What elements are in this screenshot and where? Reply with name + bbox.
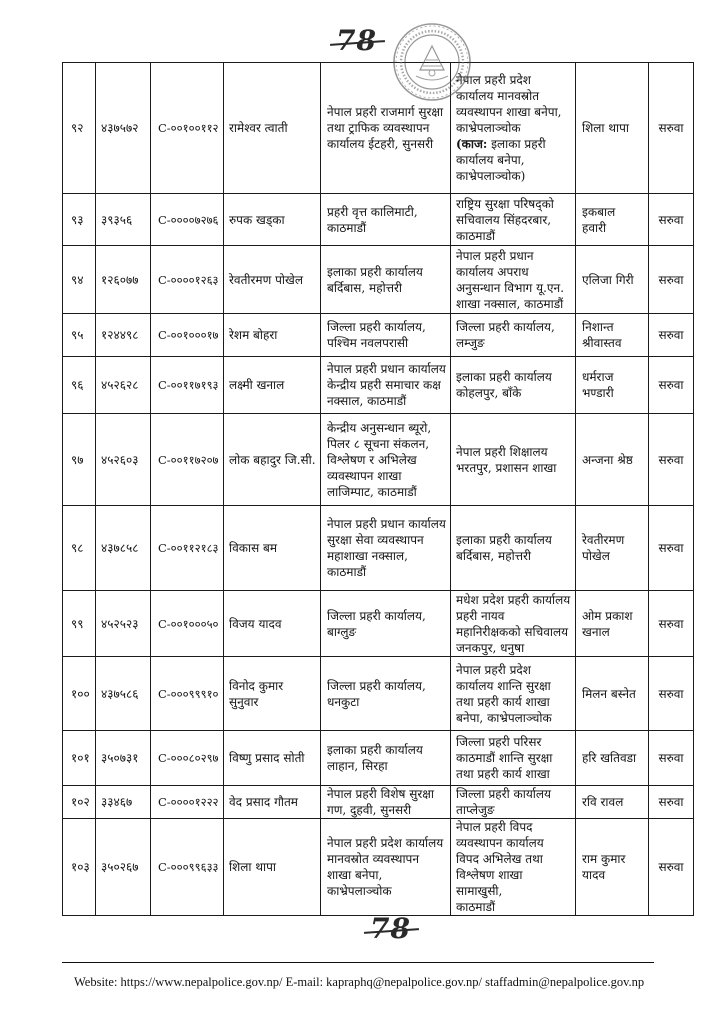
cell-text-line: शिला थापा bbox=[229, 860, 277, 874]
employee-code-cell: C-००००१२६३ bbox=[151, 246, 224, 314]
table-row bbox=[63, 731, 694, 786]
employee-name-cell bbox=[224, 731, 321, 786]
cell-text-line: राम कुमार bbox=[582, 852, 626, 866]
cell-text-line: इलाका प्रहरी कार्यालय bbox=[456, 370, 552, 384]
table-row bbox=[63, 314, 694, 357]
serial-number-cell: ९७ bbox=[63, 414, 96, 506]
cell-text-line: काभ्रेपलाञ्चोक) bbox=[456, 169, 526, 183]
cell-text-line: काठमाडौं bbox=[327, 565, 367, 579]
cell-text-line: सचिवालय सिंहदरबार, bbox=[456, 212, 552, 227]
footer-contact-line: Website: https://www.nepalpolice.gov.np/ E-mail: kapraphq@nepalpolice.gov.np/ staffadmin@nepalpolice.gov.np bbox=[74, 975, 645, 989]
new-office-cell bbox=[451, 246, 576, 314]
cell-text-line: विश्लेषण र अभिलेख bbox=[327, 452, 417, 467]
cell-text-line: विकास बम bbox=[229, 541, 278, 555]
cell-text-line: काभ्रेपलाञ्चोक bbox=[327, 884, 392, 898]
cell-text-line: बर्दिबास, महोत्तरी bbox=[456, 549, 531, 563]
remark-cell: सरुवा bbox=[649, 246, 694, 314]
cell-text-line: वेद प्रसाद गौतम bbox=[229, 795, 298, 809]
footer-divider bbox=[62, 962, 654, 963]
cell-text-line: रेवतीरमण bbox=[582, 533, 625, 547]
cell-text-line: ताप्लेजुङ bbox=[456, 803, 495, 817]
cell-text-line: गण, दुहवी, सुनसरी bbox=[327, 803, 412, 817]
cell-text-line: इलाका प्रहरी कार्यालय bbox=[327, 743, 423, 757]
replacement-name-cell bbox=[576, 194, 649, 246]
cell-text-line: अन्जना श्रेष्ठ bbox=[582, 452, 633, 467]
new-office-cell bbox=[451, 314, 576, 357]
serial-number-cell: १०१ bbox=[63, 731, 96, 786]
table-row bbox=[63, 786, 694, 819]
serial-number-cell: १०२ bbox=[63, 786, 96, 819]
cell-text-line: महाशाखा नक्साल, bbox=[327, 549, 408, 563]
cell-text-line: नक्साल, काठमाडौं bbox=[327, 394, 407, 408]
cell-text-line: विष्णु प्रसाद सोती bbox=[229, 751, 305, 765]
employee-name-cell bbox=[224, 314, 321, 357]
table-row bbox=[63, 414, 694, 506]
employee-code-cell: C-००११७२०७ bbox=[151, 414, 224, 506]
cell-text-line: नेपाल प्रहरी विपद bbox=[456, 820, 533, 834]
cell-text-line: व्यवस्थापन शाखा बनेपा, bbox=[456, 105, 562, 119]
cell-text-line: बनेपा, काभ्रेपलाञ्चोक bbox=[456, 710, 552, 725]
table-row bbox=[63, 819, 694, 916]
cell-text-line: तथा ट्राफिक व्यवस्थापन bbox=[327, 121, 430, 135]
remark-cell: सरुवा bbox=[649, 194, 694, 246]
cell-text-line: महानिरीक्षकको सचिवालय bbox=[456, 624, 569, 639]
cell-text-line: व्यवस्थापन शाखा bbox=[327, 468, 402, 483]
cell-text-line: पिलर ८ सूचना संकलन, bbox=[327, 436, 430, 451]
employee-code-cell: C-००१०००१७ bbox=[151, 314, 224, 357]
replacement-name-cell bbox=[576, 357, 649, 414]
new-office-cell bbox=[451, 357, 576, 414]
replacement-name-cell bbox=[576, 591, 649, 657]
cell-text-line: धर्मराज bbox=[582, 370, 614, 384]
cell-text-line: यादव bbox=[582, 868, 606, 882]
cell-text-line: जिल्ला प्रहरी कार्यालय, bbox=[327, 608, 426, 623]
remark-cell: सरुवा bbox=[649, 314, 694, 357]
employee-name-cell bbox=[224, 194, 321, 246]
employee-name-cell bbox=[224, 786, 321, 819]
cell-text-line: कार्यालय अपराध bbox=[456, 264, 529, 279]
replacement-name-cell bbox=[576, 414, 649, 506]
employee-number-cell: ४५२५२३ bbox=[96, 591, 151, 657]
table-row bbox=[63, 506, 694, 591]
cell-text-line: जिल्ला प्रहरी कार्यालय, bbox=[327, 320, 426, 334]
employee-code-cell: C-००००१२२२ bbox=[151, 786, 224, 819]
cell-text-line: लाजिम्पाट, काठमाडौं bbox=[327, 484, 417, 499]
cell-text-line: नेपाल प्रहरी विशेष सुरक्षा bbox=[327, 787, 434, 801]
replacement-name-cell bbox=[576, 786, 649, 819]
cell-text-line: कार्यालय बनेपा, bbox=[456, 153, 525, 167]
employee-name-cell bbox=[224, 591, 321, 657]
cell-text-line: लाहान, सिरहा bbox=[327, 759, 388, 773]
new-office-cell bbox=[451, 731, 576, 786]
new-office-cell bbox=[451, 786, 576, 819]
new-office-cell bbox=[451, 506, 576, 591]
cell-text-line: मधेश प्रदेश प्रहरी कार्यालय bbox=[456, 592, 571, 607]
cell-text-line: काठमाडौं शान्ति सुरक्षा bbox=[456, 751, 553, 765]
cell-text-line: कार्यालय ईटहरी, सुनसरी bbox=[327, 137, 434, 151]
cell-text-line bbox=[456, 136, 571, 152]
cell-text-line: व्यवस्थापन कार्यालय bbox=[456, 836, 544, 850]
new-office-cell bbox=[451, 194, 576, 246]
remark-cell: सरुवा bbox=[649, 414, 694, 506]
employee-name-cell bbox=[224, 819, 321, 916]
deputation-office-text: इलाका प्रहरी bbox=[487, 137, 546, 151]
cell-text-line: ओम प्रकाश bbox=[582, 608, 633, 623]
remark-cell: सरुवा bbox=[649, 819, 694, 916]
current-office-cell bbox=[321, 786, 451, 819]
cell-text-line: एलिजा गिरी bbox=[582, 272, 634, 287]
current-office-cell bbox=[321, 414, 451, 506]
cell-text-line: जनकपुर, धनुषा bbox=[456, 640, 525, 655]
table-row bbox=[63, 657, 694, 731]
transfer-table bbox=[62, 62, 694, 916]
cell-text-line: तथा प्रहरी कार्य शाखा bbox=[456, 694, 550, 709]
serial-number-cell: ९४ bbox=[63, 246, 96, 314]
new-office-cell bbox=[451, 819, 576, 916]
new-office-cell bbox=[451, 414, 576, 506]
current-office-cell bbox=[321, 357, 451, 414]
handwritten-page-number-top: 78 bbox=[336, 24, 377, 57]
cell-text-line: प्रहरी नायव bbox=[456, 608, 505, 623]
cell-text-line: विनोद कुमार bbox=[229, 678, 284, 693]
cell-text-line: शिला थापा bbox=[582, 121, 630, 135]
table-row bbox=[63, 357, 694, 414]
cell-text-line: विपद अभिलेख तथा bbox=[456, 852, 543, 866]
cell-text-line: खनाल bbox=[582, 624, 610, 639]
cell-text-line: जिल्ला प्रहरी कार्यालय, bbox=[327, 678, 426, 693]
table-row bbox=[63, 63, 694, 194]
employee-number-cell: १२४४९८ bbox=[96, 314, 151, 357]
cell-text-line: धनकुटा bbox=[327, 694, 360, 709]
employee-number-cell: १२६०७७ bbox=[96, 246, 151, 314]
cell-text-line: भण्डारी bbox=[582, 386, 614, 400]
cell-text-line: नेपाल प्रहरी प्रधान bbox=[456, 248, 534, 263]
cell-text-line: विश्लेषण शाखा सामाखुसी, bbox=[456, 868, 523, 898]
serial-number-cell: १०३ bbox=[63, 819, 96, 916]
cell-text-line: विजय यादव bbox=[229, 616, 282, 631]
cell-text-line: नेपाल प्रहरी शिक्षालय bbox=[456, 444, 548, 459]
cell-text-line: इलाका प्रहरी कार्यालय bbox=[327, 264, 423, 279]
current-office-cell bbox=[321, 657, 451, 731]
cell-text-line: रेवतीरमण पोखेल bbox=[229, 272, 303, 287]
new-office-cell bbox=[451, 63, 576, 194]
cell-text-line: नेपाल प्रहरी प्रदेश bbox=[456, 662, 531, 677]
cell-text-line: लक्ष्मी खनाल bbox=[229, 378, 285, 392]
employee-code-cell: C-००१०००५० bbox=[151, 591, 224, 657]
cell-text-line: केन्द्रीय अनुसन्धान ब्यूरो, bbox=[327, 420, 432, 435]
serial-number-cell: ९२ bbox=[63, 63, 96, 194]
cell-text-line: काठमाडौं bbox=[456, 900, 496, 914]
cell-text-line: लम्जुङ bbox=[456, 336, 485, 350]
employee-code-cell: C-००११७१९३ bbox=[151, 357, 224, 414]
cell-text-line: शाखा बनेपा, bbox=[327, 868, 383, 882]
cell-text-line: कार्यालय शान्ति सुरक्षा bbox=[456, 678, 551, 693]
employee-name-cell bbox=[224, 63, 321, 194]
cell-text-line: नेपाल प्रहरी प्रदेश bbox=[456, 73, 531, 87]
deputation-label: (काज: bbox=[456, 137, 488, 151]
serial-number-cell: ९६ bbox=[63, 357, 96, 414]
handwritten-page-number-bottom: 78 bbox=[370, 912, 411, 945]
table-body bbox=[63, 63, 694, 916]
employee-code-cell: C-००११२१८३ bbox=[151, 506, 224, 591]
remark-cell: सरुवा bbox=[649, 731, 694, 786]
cell-text-line: सुनुवार bbox=[229, 694, 259, 709]
replacement-name-cell bbox=[576, 819, 649, 916]
cell-text-line: जिल्ला प्रहरी कार्यालय, bbox=[456, 320, 555, 334]
new-office-cell bbox=[451, 591, 576, 657]
employee-name-cell bbox=[224, 357, 321, 414]
remark-cell: सरुवा bbox=[649, 591, 694, 657]
cell-text-line: जिल्ला प्रहरी परिसर bbox=[456, 735, 542, 749]
employee-number-cell: ४५२६०३ bbox=[96, 414, 151, 506]
cell-text-line: नेपाल प्रहरी प्रधान कार्यालय bbox=[327, 517, 446, 531]
replacement-name-cell bbox=[576, 657, 649, 731]
remark-cell: सरुवा bbox=[649, 786, 694, 819]
cell-text-line: अनुसन्धान विभाग यू.एन. bbox=[456, 280, 565, 295]
current-office-cell bbox=[321, 819, 451, 916]
employee-number-cell: ३३४६७ bbox=[96, 786, 151, 819]
new-office-cell bbox=[451, 657, 576, 731]
employee-number-cell: ४३७८५८ bbox=[96, 506, 151, 591]
cell-text-line: पोखेल bbox=[582, 549, 610, 563]
cell-text-line: मानवस्रोत व्यवस्थापन bbox=[327, 852, 420, 866]
cell-text-line: हरि खतिवडा bbox=[582, 751, 637, 765]
remark-cell: सरुवा bbox=[649, 657, 694, 731]
employee-number-cell: ३९३५६ bbox=[96, 194, 151, 246]
table-row bbox=[63, 194, 694, 246]
employee-code-cell: C-०००८०२९७ bbox=[151, 731, 224, 786]
cell-text-line: काभ्रेपलाञ्चोक bbox=[456, 121, 521, 135]
employee-number-cell: ४३७५८६ bbox=[96, 657, 151, 731]
current-office-cell bbox=[321, 506, 451, 591]
current-office-cell bbox=[321, 731, 451, 786]
cell-text-line: बर्दिबास, महोत्तरी bbox=[327, 280, 402, 295]
employee-code-cell: C-०००९९९१० bbox=[151, 657, 224, 731]
replacement-name-cell bbox=[576, 246, 649, 314]
cell-text-line: राष्ट्रिय सुरक्षा परिषद्को bbox=[456, 196, 554, 211]
cell-text-line: मिलन बस्नेत bbox=[582, 686, 636, 701]
employee-number-cell: ४३७५७२ bbox=[96, 63, 151, 194]
cell-text-line: हवारी bbox=[582, 220, 607, 235]
cell-text-line: प्रहरी वृत्त कालिमाटी, bbox=[327, 204, 418, 219]
cell-text-line: बाग्लुङ bbox=[327, 624, 357, 639]
employee-code-cell: C-००१००११२ bbox=[151, 63, 224, 194]
employee-code-cell: C-००००७२७६ bbox=[151, 194, 224, 246]
current-office-cell bbox=[321, 591, 451, 657]
remark-cell: सरुवा bbox=[649, 63, 694, 194]
cell-text-line: भरतपुर, प्रशासन शाखा bbox=[456, 460, 557, 475]
current-office-cell bbox=[321, 314, 451, 357]
serial-number-cell: ९३ bbox=[63, 194, 96, 246]
serial-number-cell: १०० bbox=[63, 657, 96, 731]
cell-text-line: जिल्ला प्रहरी कार्यालय bbox=[456, 787, 552, 801]
cell-text-line: इकबाल bbox=[582, 204, 616, 219]
table-row bbox=[63, 591, 694, 657]
current-office-cell bbox=[321, 63, 451, 194]
cell-text-line: कार्यालय मानवस्रोत bbox=[456, 89, 540, 103]
employee-number-cell: ३५०२६७ bbox=[96, 819, 151, 916]
employee-name-cell bbox=[224, 414, 321, 506]
replacement-name-cell bbox=[576, 731, 649, 786]
cell-text-line: रुपक खड्का bbox=[229, 212, 285, 227]
remark-cell: सरुवा bbox=[649, 506, 694, 591]
cell-text-line: काठमाडौं bbox=[327, 220, 367, 235]
employee-name-cell bbox=[224, 246, 321, 314]
cell-text-line: निशान्त bbox=[582, 320, 614, 334]
cell-text-line: नेपाल प्रहरी प्रदेश कार्यालय bbox=[327, 836, 444, 850]
cell-text-line: रेशम बोहरा bbox=[229, 328, 278, 342]
cell-text-line: केन्द्रीय प्रहरी समाचार कक्ष bbox=[327, 378, 441, 392]
remark-cell: सरुवा bbox=[649, 357, 694, 414]
replacement-name-cell bbox=[576, 506, 649, 591]
employee-number-cell: ३५०७३१ bbox=[96, 731, 151, 786]
cell-text-line: इलाका प्रहरी कार्यालय bbox=[456, 533, 552, 547]
cell-text-line: शाखा नक्साल, काठमाडौं bbox=[456, 296, 564, 311]
cell-text-line: कोहलपुर, बाँके bbox=[456, 386, 522, 400]
serial-number-cell: ९९ bbox=[63, 591, 96, 657]
replacement-name-cell bbox=[576, 314, 649, 357]
cell-text-line: रामेश्वर त्वाती bbox=[229, 121, 288, 135]
replacement-name-cell bbox=[576, 63, 649, 194]
employee-name-cell bbox=[224, 506, 321, 591]
current-office-cell bbox=[321, 246, 451, 314]
cell-text-line: काठमाडौं bbox=[456, 228, 496, 243]
cell-text-line: श्रीवास्तव bbox=[582, 336, 622, 350]
cell-text-line: तथा प्रहरी कार्य शाखा bbox=[456, 767, 550, 781]
serial-number-cell: ९५ bbox=[63, 314, 96, 357]
employee-number-cell: ४५२६२८ bbox=[96, 357, 151, 414]
cell-text-line: नेपाल प्रहरी राजमार्ग सुरक्षा bbox=[327, 105, 444, 119]
cell-text-line: पश्चिम नवलपरासी bbox=[327, 336, 409, 350]
cell-text-line: सुरक्षा सेवा व्यवस्थापन bbox=[327, 533, 424, 547]
current-office-cell bbox=[321, 194, 451, 246]
cell-text-line: नेपाल प्रहरी प्रधान कार्यालय bbox=[327, 362, 446, 376]
serial-number-cell: ९८ bbox=[63, 506, 96, 591]
employee-name-cell bbox=[224, 657, 321, 731]
table-row bbox=[63, 246, 694, 314]
cell-text-line: रवि रावल bbox=[582, 795, 624, 809]
employee-code-cell: C-०००९९६३३ bbox=[151, 819, 224, 916]
cell-text-line: लोक बहादुर जि.सी. bbox=[229, 452, 316, 467]
